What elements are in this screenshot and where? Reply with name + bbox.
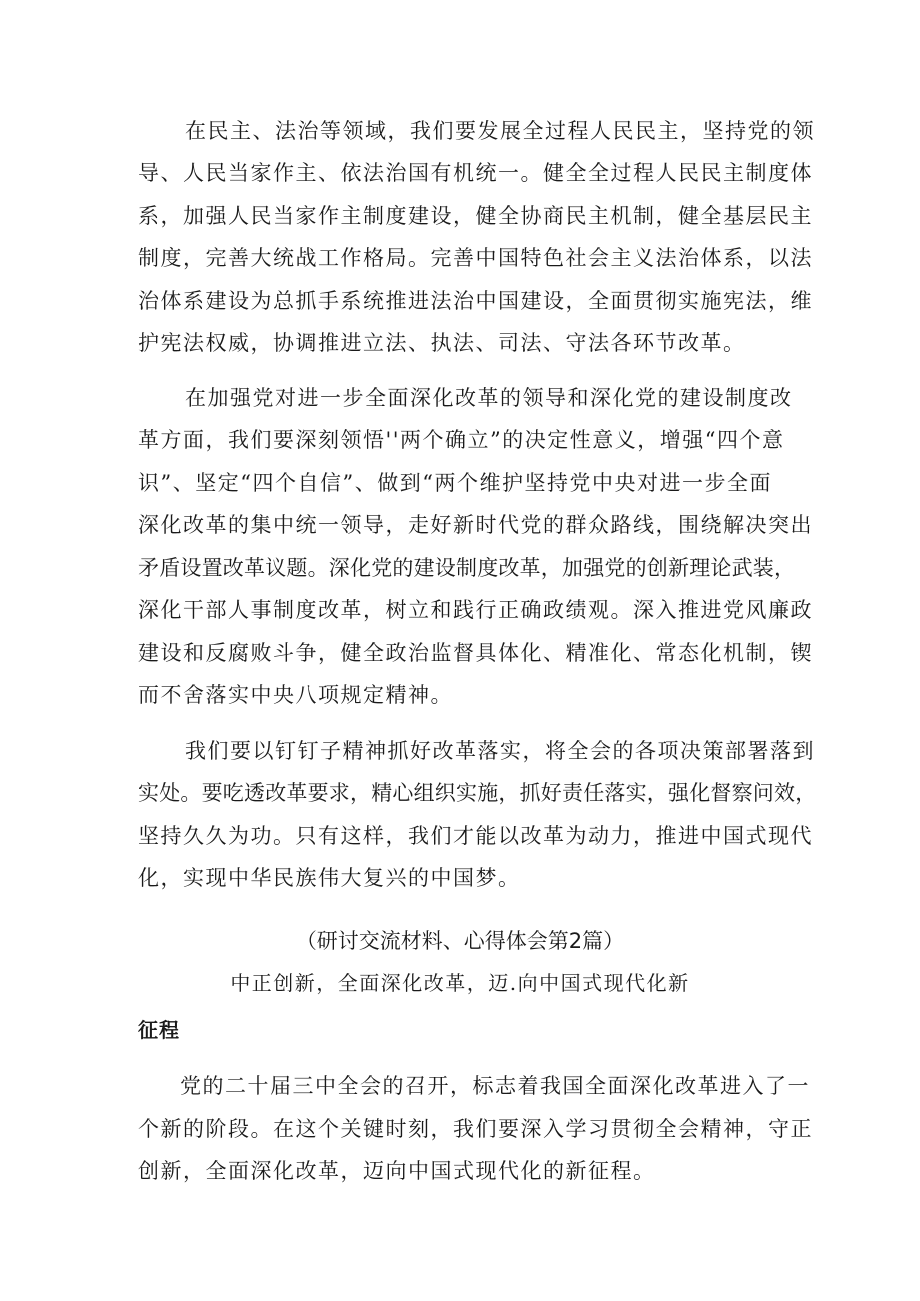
text-line: 制度，完善大统战工作格局。完善中国特色社会主义法治体系，以法 xyxy=(138,246,813,270)
text-line: 建设和反腐败斗争，健全政治监督具体化、精准化、常态化机制，锲 xyxy=(138,641,813,665)
text-line: 革方面，我们要深刻领悟''两个确立”的决定性意义，增强“四个意 xyxy=(138,428,785,452)
text-line: 导、人民当家作主、依法治国有机统一。健全全过程人民民主制度体 xyxy=(138,161,813,185)
article-title: 中正创新，全面深化改革，迈.向中国式现代化新 xyxy=(230,971,690,995)
text-line: 系，加强人民当家作主制度建设，健全协商民主机制，健全基层民主 xyxy=(138,204,813,228)
text-line: 矛盾设置改革议题。深化党的建设制度改革，加强党的创新理论武装， xyxy=(138,556,796,580)
text-line: 深化改革的集中统一领导，走好新时代党的群众路线，围绕解决突出 xyxy=(138,513,813,537)
text-line: 在民主、法治等领域，我们要发展全过程人民民主，坚持党的领 xyxy=(185,119,815,143)
article-title-continuation: 征程 xyxy=(138,1018,180,1042)
text-line: 实处。要吃透改革要求，精心组织实施，抓好责任落实，强化督察问效， xyxy=(138,781,817,805)
text-line: 化，实现中华民族伟大复兴的中国梦。 xyxy=(138,866,521,890)
section-heading: （研讨交流材料、心得体会第2篇） xyxy=(295,929,625,953)
text-line: 深化干部人事制度改革，树立和践行正确政绩观。深入推进党风廉政 xyxy=(138,598,813,622)
text-line: 个新的阶段。在这个关键时刻，我们要深入学习贯彻全会精神，守正 xyxy=(138,1117,813,1141)
text-line: 在加强党对进一步全面深化改革的领导和深化党的建设制度改 xyxy=(185,386,793,410)
text-line: 我们要以钉钉子精神抓好改革落实，将全会的各项决策部署落到 xyxy=(185,739,815,763)
text-line: 而不舍落实中央八项规定精神。 xyxy=(138,683,453,707)
text-line: 党的二十届三中全会的召开，标志着我国全面深化改革进入了一 xyxy=(180,1074,810,1098)
text-line: 识”、坚定“四个自信”、做到“两个维护坚持党中央对进一步全面 xyxy=(138,471,772,495)
text-line: 护宪法权威，协调推进立法、执法、司法、守法各环节改革。 xyxy=(138,331,746,355)
text-line: 治体系建设为总抓手系统推进法治中国建设，全面贯彻实施宪法，维 xyxy=(138,289,813,313)
text-line: 坚持久久为功。只有这样，我们才能以改革为动力，推进中国式现代 xyxy=(138,824,813,848)
text-line: 创新，全面深化改革，迈向中国式现代化的新征程。 xyxy=(138,1159,656,1183)
